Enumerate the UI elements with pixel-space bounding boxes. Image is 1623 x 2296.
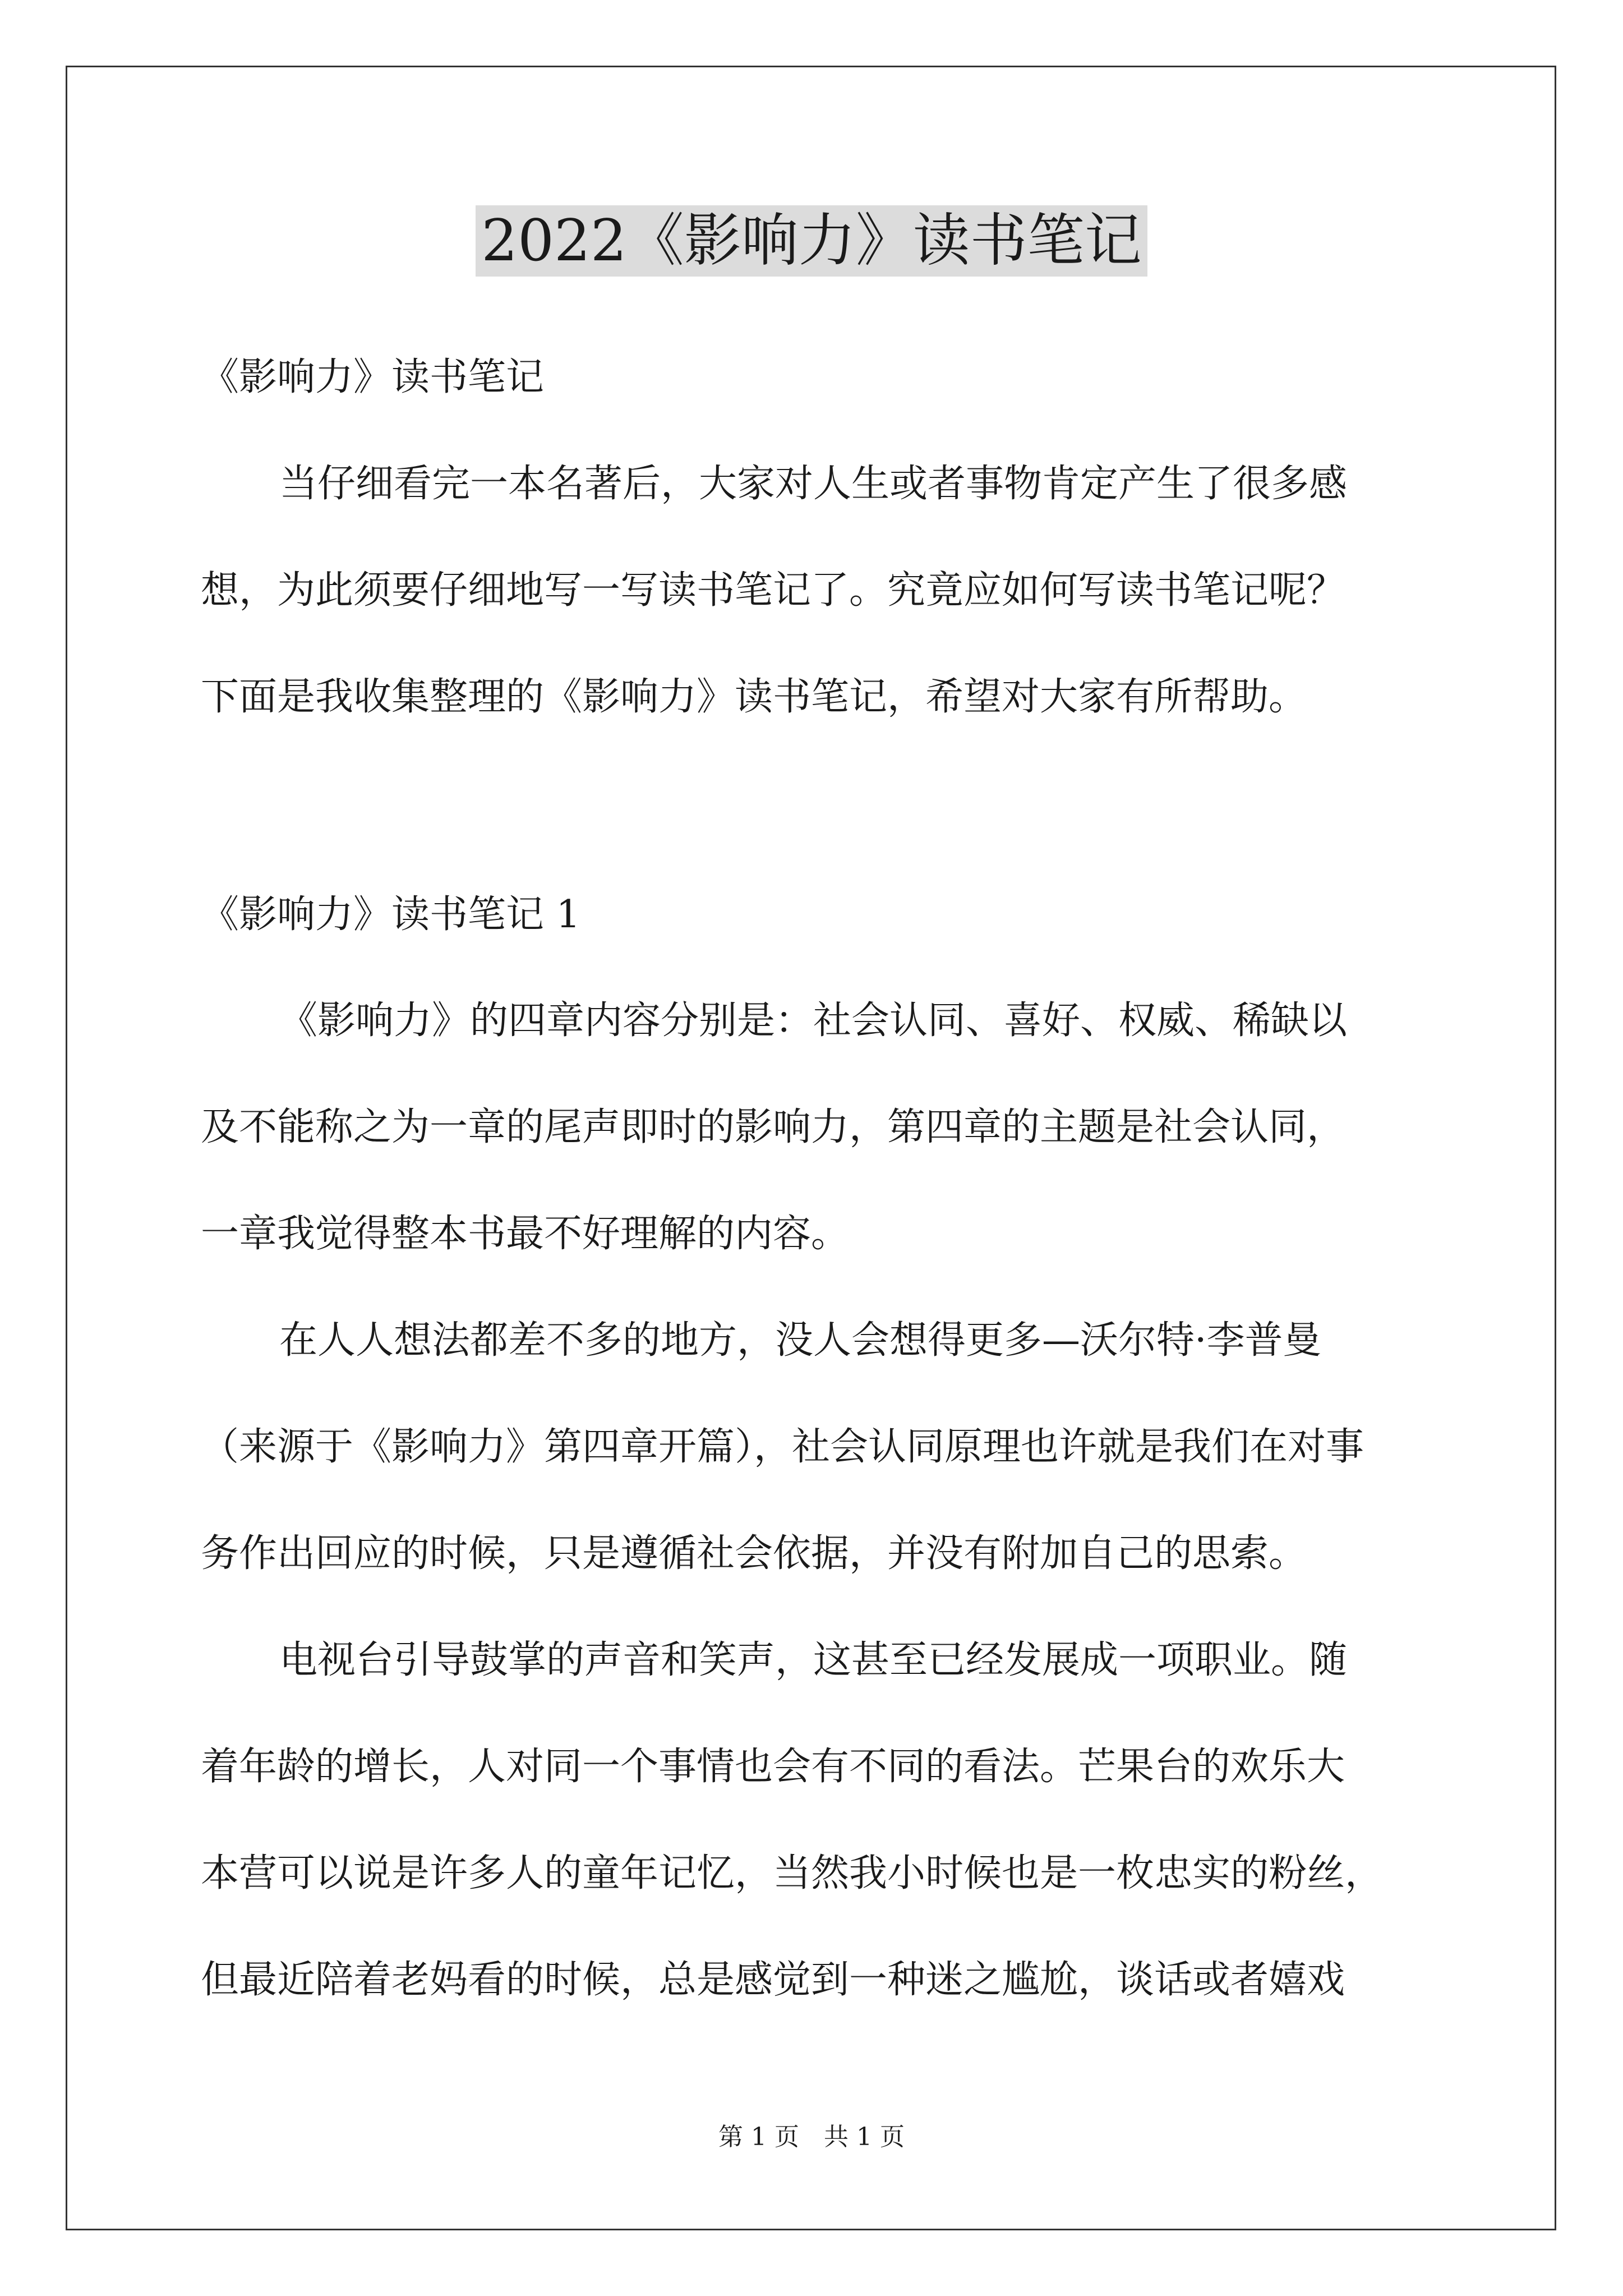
intro-line-3: 下面是我收集整理的《影响力》读书笔记，希望对大家有所帮助。 (201, 675, 1307, 719)
subtitle: 《影响力》读书笔记 (201, 355, 545, 399)
para1-line-3: 一章我觉得整本书最不好理解的内容。 (201, 1212, 850, 1256)
para2-line-1: 在人人想法都差不多的地方，没人会想得更多—沃尔特·李普曼 (279, 1318, 1321, 1363)
para3-line-3: 本营可以说是许多人的童年记忆，当然我小时候也是一枚忠实的粉丝， (201, 1851, 1384, 1895)
page-footer: 第 1 页 共 1 页 (718, 2123, 905, 2151)
section-heading: 《影响力》读书笔记 1 (201, 892, 580, 937)
para1-line-2: 及不能称之为一章的尾声即时的影响力，第四章的主题是社会认同， (201, 1105, 1345, 1149)
para3-line-4: 但最近陪着老妈看的时候，总是感觉到一种迷之尴尬，谈话或者嬉戏 (201, 1958, 1345, 2002)
para3-line-1: 电视台引导鼓掌的声音和笑声，这甚至已经发展成一项职业。随 (279, 1638, 1348, 1682)
para2-line-3: 务作出回应的时候，只是遵循社会依据，并没有附加自己的思索。 (201, 1531, 1307, 1576)
document-title (0, 205, 1623, 278)
para2-line-2: （来源于《影响力》第四章开篇），社会认同原理也许就是我们在对事 (201, 1425, 1364, 1469)
intro-line-1: 当仔细看完一本名著后，大家对人生或者事物肯定产生了很多感 (279, 462, 1348, 506)
document-title-text: 2022《影响力》读书笔记 (476, 205, 1147, 277)
para1-line-1: 《影响力》的四章内容分别是：社会认同、喜好、权威、稀缺以 (279, 999, 1348, 1043)
para3-line-2: 着年龄的增长，人对同一个事情也会有不同的看法。芒果台的欢乐大 (201, 1745, 1345, 1789)
intro-line-2: 想，为此须要仔细地写一写读书笔记了。究竟应如何写读书笔记呢？ (201, 568, 1345, 613)
